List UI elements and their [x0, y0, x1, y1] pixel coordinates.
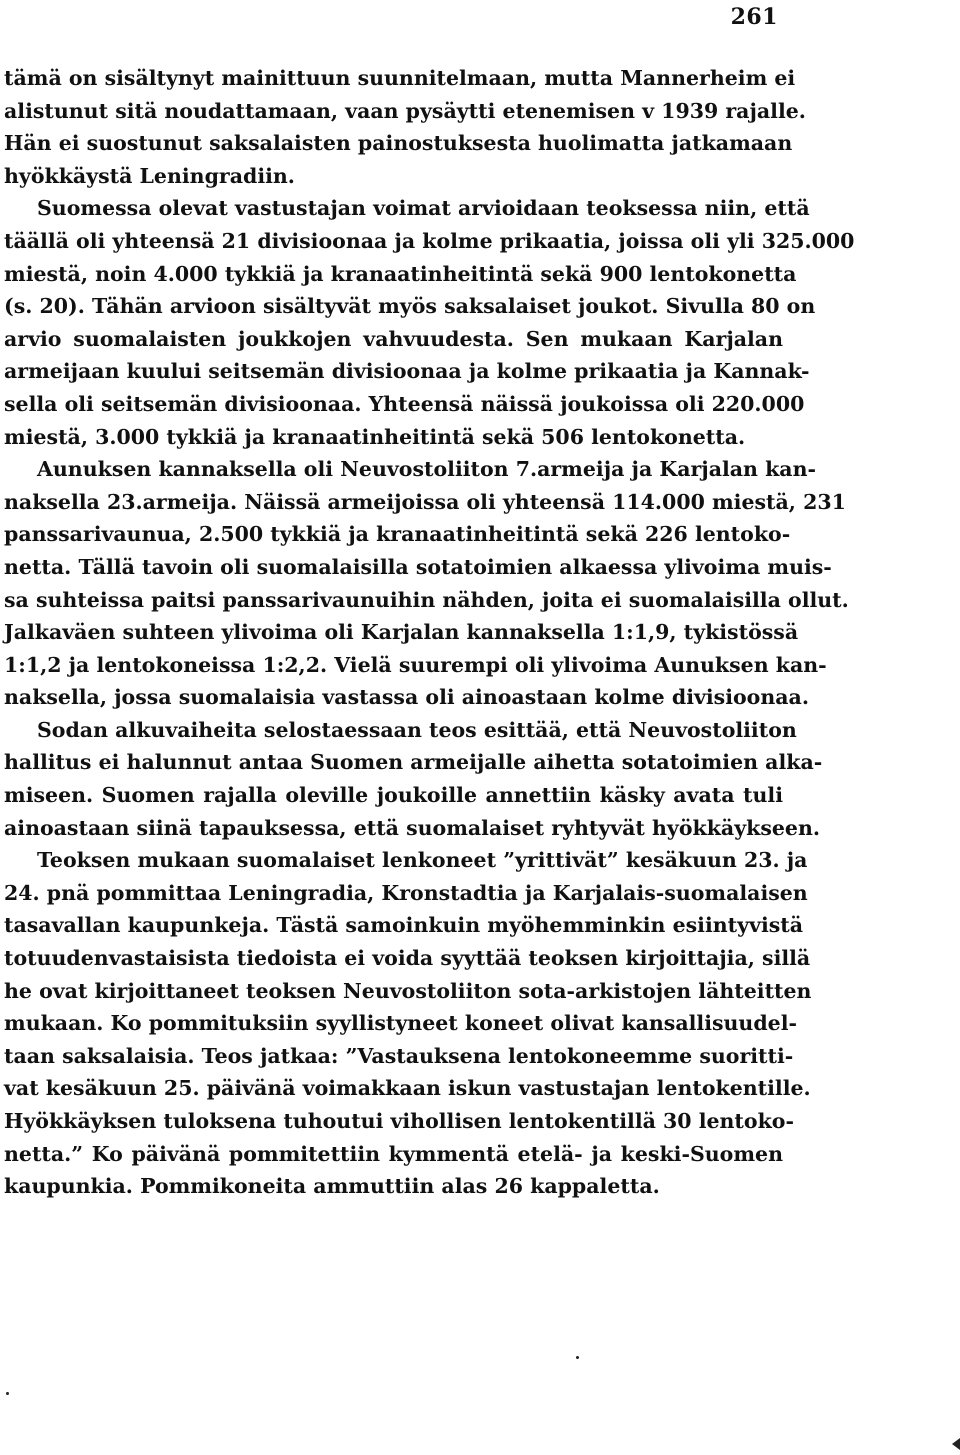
text-line: armeijaan kuului seitsemän divisioonaa ja kolme prikaatia ja Kannak- [4, 359, 810, 384]
text-line: mukaan. Ko pommituksiin syyllistyneet koneet olivat kansallisuudel- [4, 1011, 798, 1036]
text-line: ainoastaan siinä tapauksessa, että suomalaiset ryhtyvät hyökkäykseen. [4, 815, 820, 840]
text-line: taan saksalaisia. Teos jatkaa: ”Vastauksena lentokoneemme suoritti- [4, 1043, 794, 1068]
text-line: miestä, noin 4.000 tykkiä ja kranaatinheitintä sekä 900 lentokonetta [4, 261, 797, 286]
text-line: naksella, jossa suomalaisia vastassa oli ainoastaan kolme divisioonaa. [4, 685, 809, 710]
text-line: netta. Tällä tavoin oli suomalaisilla sotatoimien alkaessa ylivoima muis- [4, 554, 832, 579]
text-line: Hän ei suostunut saksalaisten painostuksesta huolimatta jatkamaan [4, 131, 793, 156]
text-line: täällä oli yhteensä 21 divisioonaa ja kolme prikaatia, joissa oli yli 325.000 [4, 228, 855, 253]
text-line: kaupunkia. Pommikoneita ammuttiin alas 26 kappaletta. [4, 1174, 660, 1199]
text-line: panssarivaunua, 2.500 tykkiä ja kranaatinheitintä sekä 226 lentoko- [4, 522, 791, 547]
scan-speck [6, 1392, 9, 1395]
text-line: 1:1,2 ja lentokoneissa 1:2,2. Vielä suurempi oli ylivoima Aunuksen kan- [4, 652, 827, 677]
text-line: Jalkaväen suhteen ylivoima oli Karjalan kannaksella 1:1,9, tykistössä [4, 620, 799, 645]
text-line: arvio suomalaisten joukkojen vahvuudesta. Sen mukaan Karjalan [4, 326, 783, 351]
text-line: Suomessa olevat vastustajan voimat arvioidaan teoksessa niin, että [37, 196, 810, 221]
text-line: naksella 23.armeija. Näissä armeijoissa oli yhteensä 114.000 miestä, 231 [4, 489, 846, 514]
text-line: 24. pnä pommittaa Leningradia, Kronstadtia ja Karjalais-suomalaisen [4, 880, 808, 905]
text-line: tasavallan kaupunkeja. Tästä samoinkuin myöhemminkin esiintyvistä [4, 913, 804, 938]
text-line: alistunut sitä noudattamaan, vaan pysäytti etenemisen v 1939 rajalle. [4, 98, 806, 123]
text-line: miestä, 3.000 tykkiä ja kranaatinheitintä sekä 506 lentokonetta. [4, 424, 746, 449]
text-line: (s. 20). Tähän arvioon sisältyvät myös saksalaiset joukot. Sivulla 80 on [4, 294, 816, 319]
text-line: miseen. Suomen rajalla oleville joukoille annettiin käsky avata tuli [4, 783, 783, 808]
scan-speck [576, 1356, 579, 1359]
text-line: Aunuksen kannaksella oli Neuvostoliiton 7.armeija ja Karjalan kan- [37, 457, 816, 482]
text-line: sella oli seitsemän divisioonaa. Yhteensä näissä joukoissa oli 220.000 [4, 391, 805, 416]
text-line: Sodan alkuvaiheita selostaessaan teos esittää, että Neuvostoliiton [37, 717, 797, 742]
text-line: Hyökkäyksen tuloksena tuhoutui vihollisen lentokentillä 30 lentoko- [4, 1109, 794, 1133]
body-text [4, 62, 855, 1203]
scan-mark [952, 1438, 960, 1450]
text-line: hyökkäystä Leningradiin. [4, 163, 295, 188]
text-line: totuudenvastaisista tiedoista ei voida syyttää teoksen kirjoittajia, sillä [4, 946, 811, 971]
text-line: vat kesäkuun 25. päivänä voimakkaan iskun vastustajan lentokentille. [4, 1076, 811, 1101]
text-line: he ovat kirjoittaneet teoksen Neuvostoliiton sota-arkistojen lähteitten [4, 978, 812, 1003]
text-line: netta.” Ko päivänä pommitettiin kymmentä etelä- ja keski-Suomen [4, 1141, 783, 1166]
text-line: Teoksen mukaan suomalaiset lenkoneet ”yrittivät” kesäkuun 23. ja [37, 848, 808, 873]
text-line: sa suhteissa paitsi panssarivaunuihin nähden, joita ei suomalaisilla ollut. [4, 587, 849, 612]
text-line: hallitus ei halunnut antaa Suomen armeijalle aihetta sotatoimien alka- [4, 750, 823, 775]
text-line: tämä on sisältynyt mainittuun suunnitelmaan, mutta Mannerheim ei [4, 66, 796, 90]
page-number: 261 [730, 4, 778, 30]
